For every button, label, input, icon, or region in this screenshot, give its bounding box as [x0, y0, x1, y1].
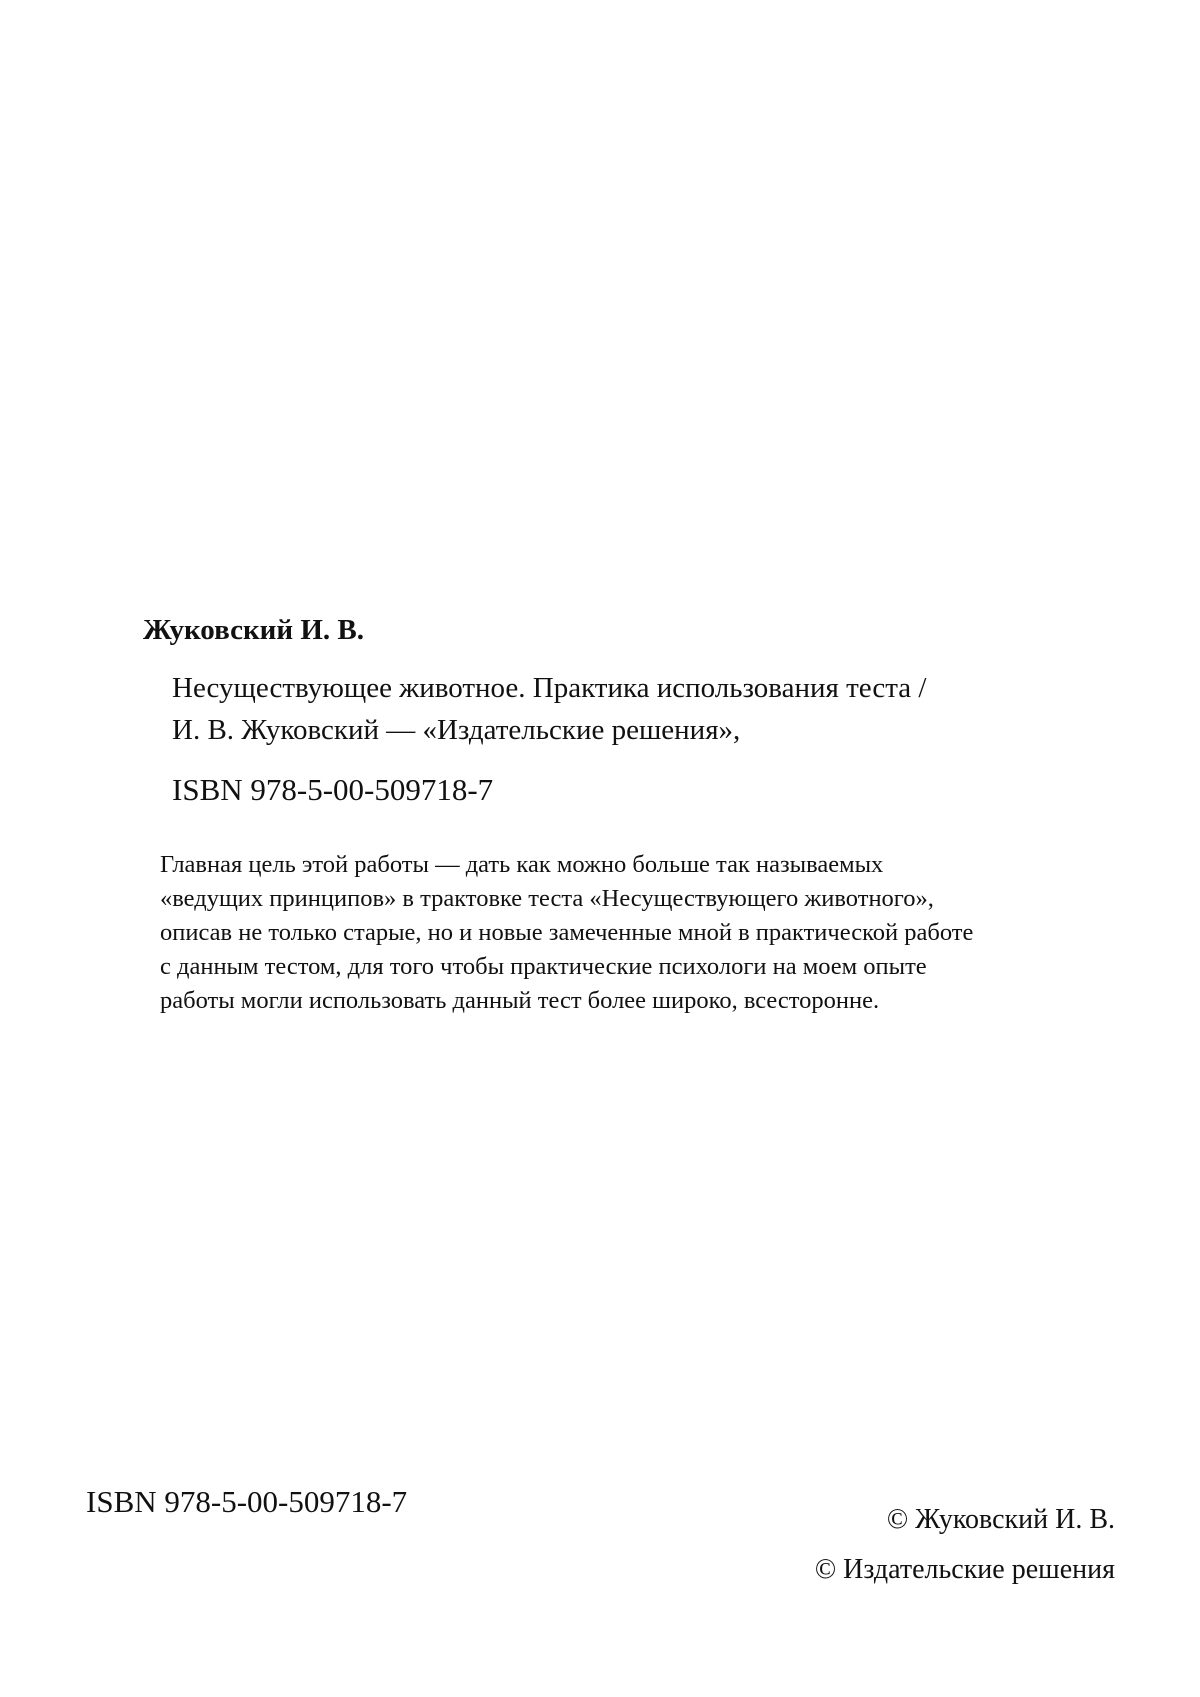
abstract-line: с данным тестом, для того чтобы практические психологи на моем опыте: [160, 953, 927, 980]
abstract-line: работы могли использовать данный тест более широко, всесторонне.: [160, 987, 880, 1014]
abstract-line: Главная цель этой работы — дать как можно больше так называемых: [160, 851, 884, 878]
isbn-footer: ISBN 978-5-00-509718-7: [86, 1484, 408, 1519]
abstract-line: «ведущих принципов» в трактовке теста «Несуществующего животного»,: [160, 885, 934, 912]
bibliographic-description: [172, 667, 926, 751]
bibliographic-title-line: Несуществующее животное. Практика использования теста /: [172, 672, 927, 704]
bibliographic-author-publisher-line: И. В. Жуковский — «Издательские решения»,: [172, 714, 741, 746]
copyright-publisher: © Издательские решения: [814, 1554, 1115, 1585]
author-heading: Жуковский И. В.: [143, 614, 364, 646]
copyright-block: [815, 1495, 1115, 1595]
isbn-main: ISBN 978-5-00-509718-7: [172, 772, 494, 807]
abstract-paragraph: [160, 848, 1120, 1018]
copyright-author: © Жуковский И. В.: [886, 1504, 1115, 1535]
abstract-line: описав не только старые, но и новые замеченные мной в практической работе: [160, 919, 974, 946]
